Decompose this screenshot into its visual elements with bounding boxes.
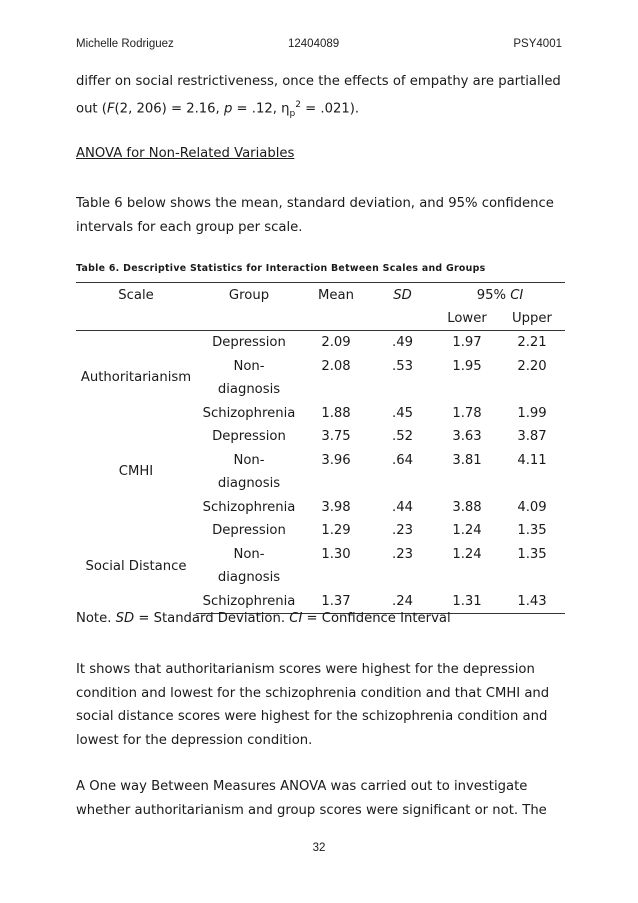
- upper-cell: 3.87: [517, 429, 547, 444]
- scale-name: CMHI: [118, 464, 154, 480]
- sd-cell: .24: [370, 590, 435, 614]
- upper-cell: 1.35: [517, 523, 547, 538]
- mean-cell: 1.88: [321, 405, 351, 421]
- sd-cell: .44: [392, 499, 413, 515]
- header-mean: Mean: [318, 287, 354, 303]
- section-heading: ANOVA for Non-Related Variables: [76, 146, 295, 161]
- header-student-id: 12404089: [288, 38, 340, 50]
- group-cell: Depression: [212, 523, 286, 538]
- header-lower: Lower: [447, 311, 487, 326]
- table-caption: Table 6. Descriptive Statistics for Interaction Between Scales and Groups: [76, 263, 486, 274]
- table-subheader-row: [76, 307, 565, 331]
- table-intro-line-1: Table 6 below shows the mean, standard deviation, and 95% confidence: [76, 196, 554, 211]
- group-cell: Depression: [212, 429, 286, 444]
- upper-cell: 2.20: [517, 358, 547, 374]
- lower-cell: 3.88: [452, 499, 482, 515]
- upper-cell: 1.35: [517, 546, 547, 562]
- upper-cell: 1.99: [517, 405, 547, 421]
- table-intro-paragraph: [76, 192, 564, 239]
- results-line-4: lowest for the depression condition.: [76, 732, 313, 748]
- header-course: PSY4001: [513, 38, 562, 50]
- intro-line-1: differ on social restrictiveness, once the effects of empathy are partialled: [76, 74, 561, 89]
- lower-cell: 1.97: [435, 331, 499, 355]
- intro-line-2: out (F(2, 206) = 2.16, p = .12, $\eta_p^2 = .021$).: [76, 99, 360, 119]
- intro-paragraph: [76, 70, 564, 126]
- table-row: [76, 331, 565, 355]
- mean-cell: 3.75: [321, 429, 351, 444]
- group-cell: Non- diagnosis: [217, 452, 281, 491]
- lower-cell: 1.78: [452, 405, 482, 421]
- sd-cell: .64: [392, 452, 413, 468]
- lower-cell: 3.81: [452, 452, 482, 468]
- group-cell: Schizophrenia: [196, 590, 302, 614]
- anova-line-1: A One way Between Measures ANOVA was carried out to investigate: [76, 779, 528, 794]
- sd-cell: .49: [370, 331, 435, 355]
- sd-cell: .23: [392, 523, 413, 538]
- mean-cell: 3.98: [321, 499, 351, 515]
- table-row: [76, 519, 565, 543]
- lower-cell: 3.63: [452, 429, 482, 444]
- sd-cell: .45: [392, 405, 413, 421]
- sd-cell: .52: [392, 429, 413, 444]
- anova-line-2: whether authoritarianism and group scores were significant or not. The: [76, 802, 547, 818]
- table-row: [76, 425, 565, 449]
- table-note: Note. SD = Standard Deviation. CI = Confidence Interval: [76, 611, 451, 626]
- table-header-row: [76, 283, 565, 308]
- results-line-1: It shows that authoritarianism scores were highest for the depression: [76, 662, 535, 677]
- header-group: Group: [228, 287, 270, 303]
- lower-cell: 1.24: [452, 546, 482, 562]
- upper-cell: 2.21: [499, 331, 565, 355]
- lower-cell: 1.95: [452, 358, 482, 374]
- results-line-2: condition and lowest for the schizophrenia condition and that CMHI and: [76, 685, 550, 701]
- lower-cell: 1.31: [435, 590, 499, 614]
- sd-cell: .23: [392, 546, 413, 562]
- header-sd: SD: [393, 287, 412, 303]
- results-paragraph: [76, 658, 564, 752]
- page-number: 32: [312, 842, 326, 854]
- mean-cell: 1.29: [321, 523, 351, 538]
- mean-cell: 1.37: [302, 590, 370, 614]
- header-upper: Upper: [512, 311, 552, 326]
- sd-cell: .53: [392, 358, 413, 374]
- lower-cell: 1.24: [452, 523, 482, 538]
- header-author: Michelle Rodriguez: [76, 38, 174, 50]
- group-cell: Schizophrenia: [202, 499, 296, 515]
- mean-cell: 2.08: [321, 358, 351, 374]
- anova-paragraph: [76, 775, 564, 822]
- header-ci: 95% CI: [476, 287, 524, 303]
- descriptive-statistics-table: [76, 282, 565, 614]
- mean-cell: 2.09: [302, 331, 370, 355]
- scale-name: Authoritarianism: [76, 331, 196, 426]
- mean-cell: 3.96: [321, 452, 351, 468]
- table-intro-line-2: intervals for each group per scale.: [76, 219, 303, 235]
- group-cell: Schizophrenia: [202, 405, 296, 421]
- upper-cell: 4.11: [517, 452, 547, 468]
- mean-cell: 1.30: [321, 546, 351, 562]
- group-cell: Non- diagnosis: [217, 546, 281, 585]
- upper-cell: 1.43: [499, 590, 565, 614]
- group-cell: Non- diagnosis: [217, 358, 281, 397]
- results-line-3: social distance scores were highest for the schizophrenia condition and: [76, 709, 548, 724]
- scale-name: Social Distance: [85, 558, 187, 574]
- group-cell: Depression: [196, 331, 302, 355]
- upper-cell: 4.09: [517, 499, 547, 515]
- header-scale: Scale: [118, 287, 154, 303]
